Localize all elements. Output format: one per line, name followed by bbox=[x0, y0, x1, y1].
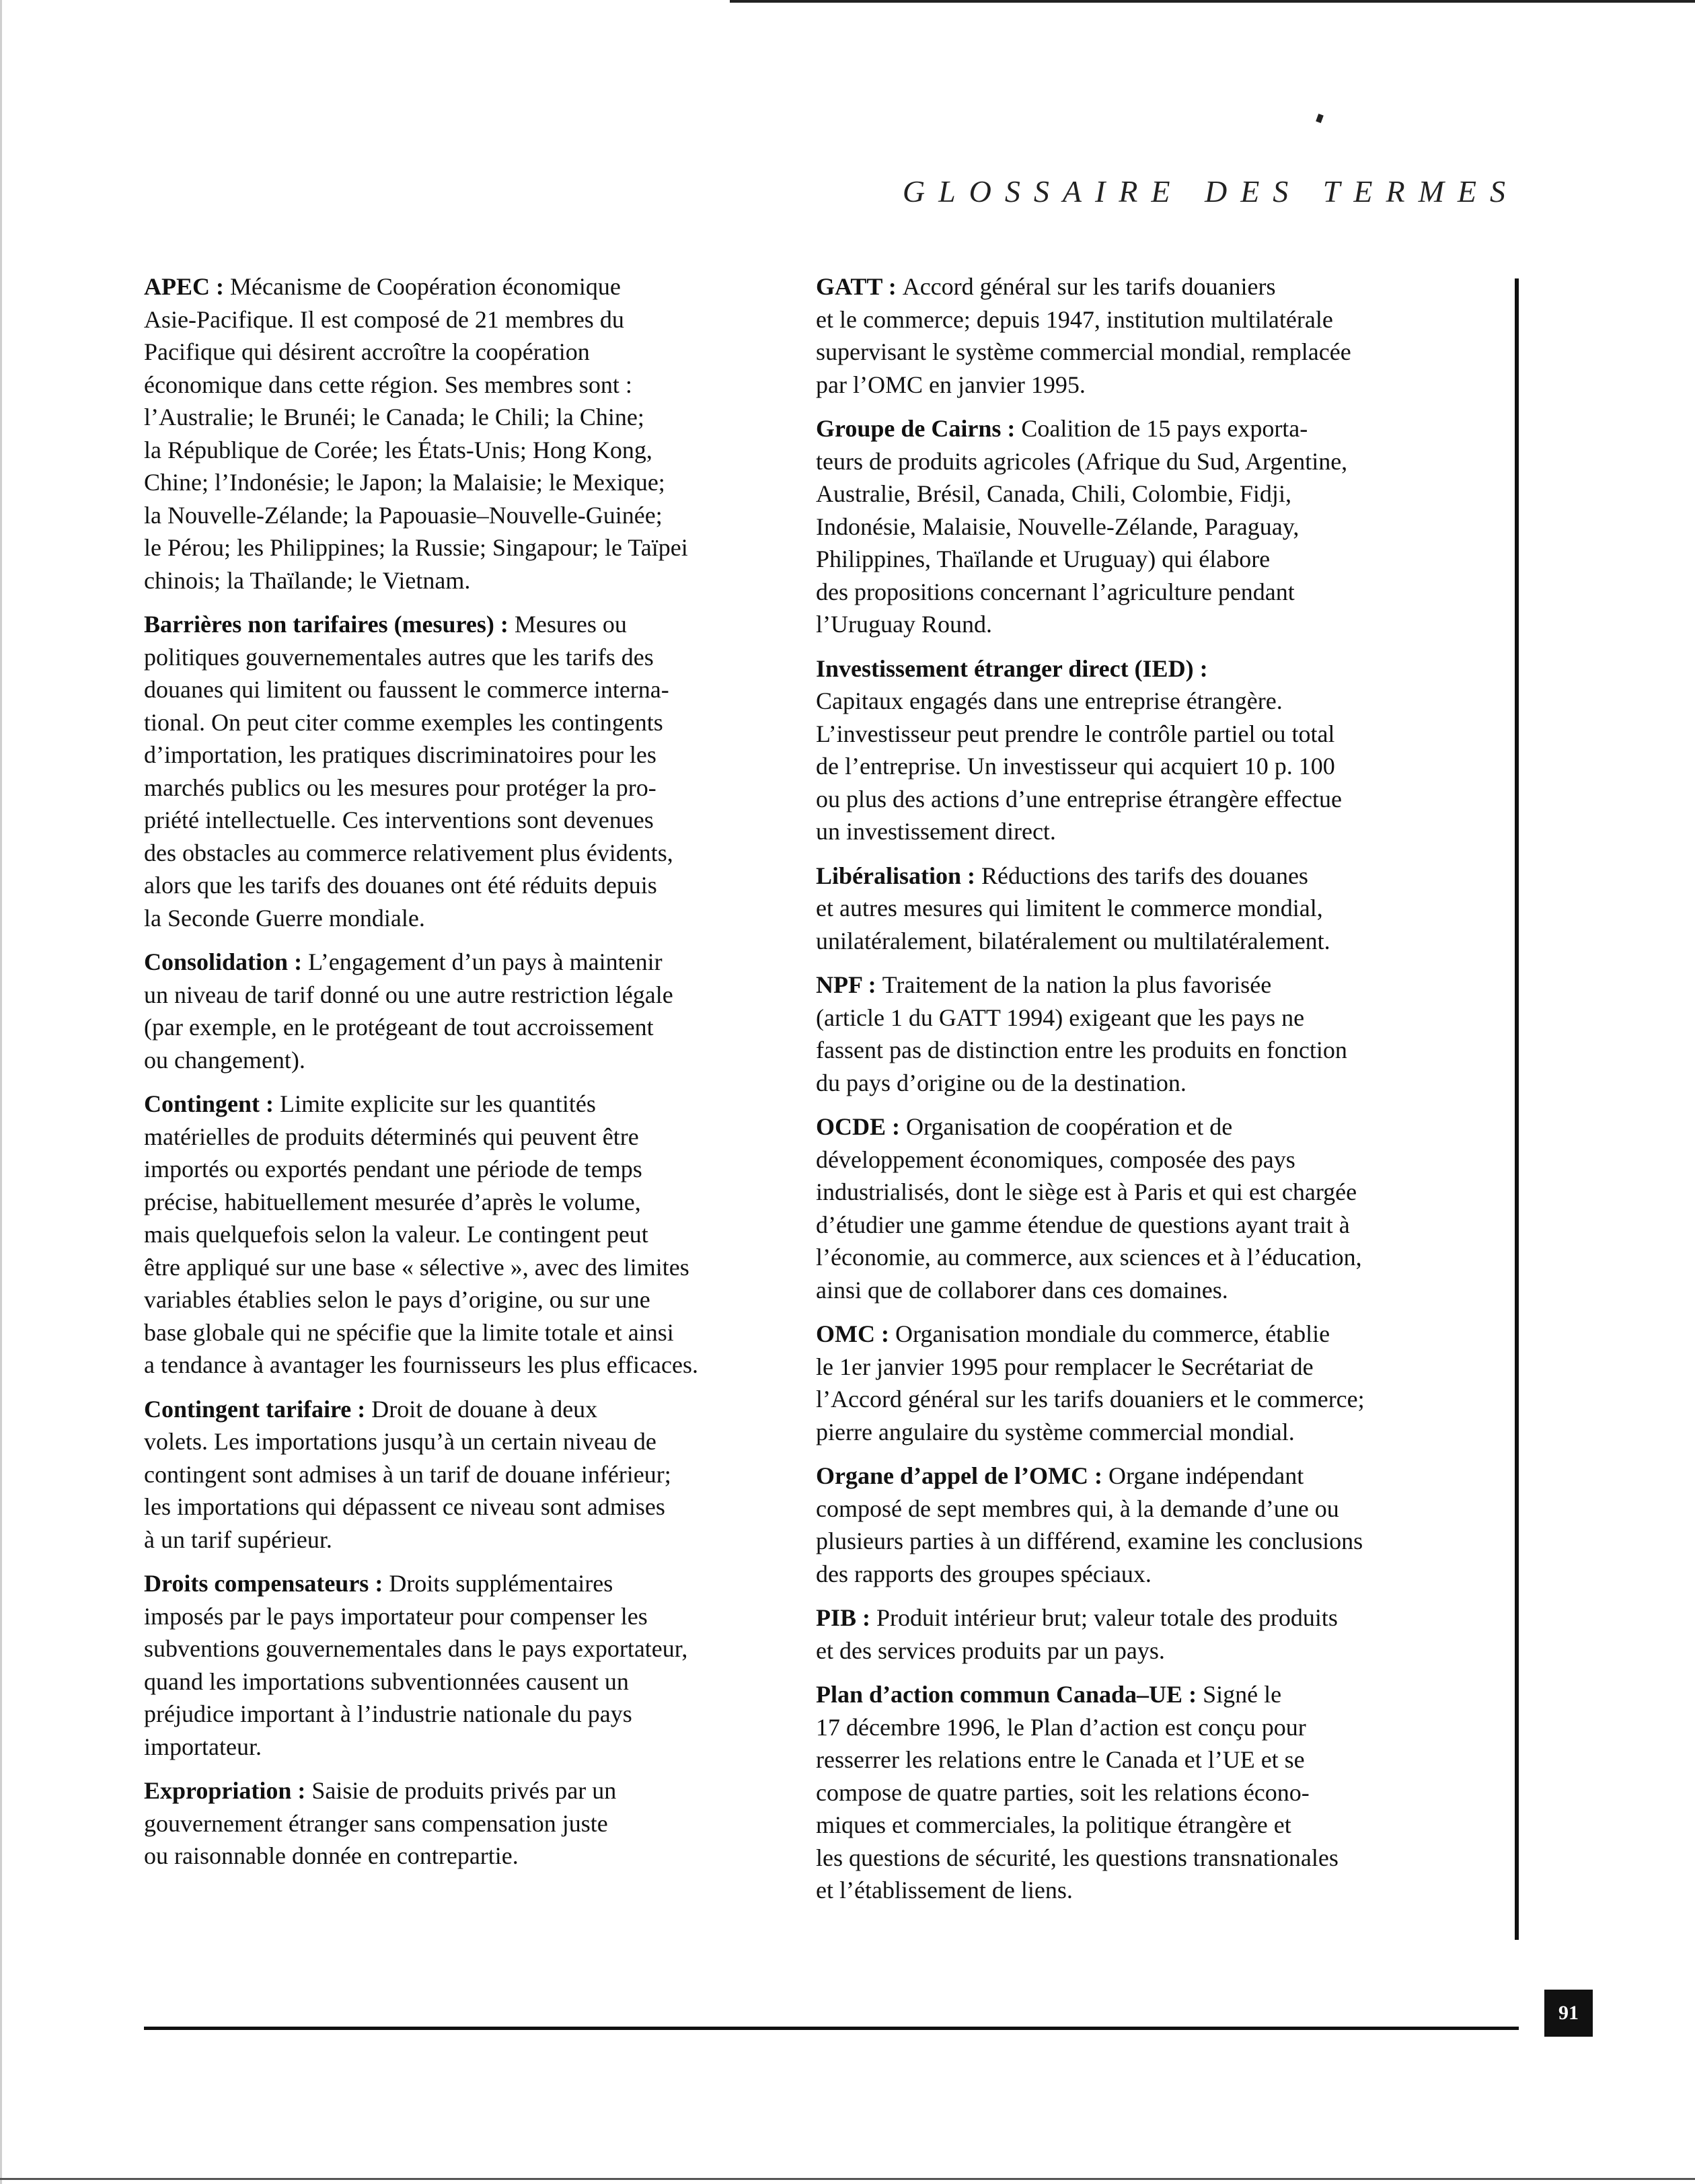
glossary-entry-npf: NPF : Traitement de la nation la plus favorisée (article 1 du GATT 1994) exigeant que les pays ne fassent pas de distinction entre les produits en fonction du pays d’origine ou de la destination. bbox=[816, 971, 1347, 1096]
glossary-entry-consolidation: Consolidation : L’engagement d’un pays à maintenir un niveau de tarif donné ou une autre restriction légale (par exemple, en le protégeant de tout accroissement ou changement). bbox=[144, 948, 673, 1074]
glossary-term: Libéralisation bbox=[816, 862, 962, 889]
glossary-term: Groupe de Cairns bbox=[816, 415, 1002, 442]
glossary-definition: Organisation de coopération et de développement économiques, composée des pays industrialisés, dont le siège est à Paris et qui est chargée d’étudier une gamme étendue de questions ayant trait à l’économie, au commerce, aux sciences et à l’éducation, ainsi que de collaborer dans ces domaines. bbox=[816, 1113, 1362, 1304]
glossary-definition: Mécanisme de Coopération économique Asie-Pacifique. Il est composé de 21 membres du Pacifique qui désirent accroître la coopération économique dans cette région. Ses membres sont : l’Australie; le Brunéi; le Canada; le Chili; la Chine; la République de Corée; les États-Unis; Hong Kong, Chine; l’Indonésie; le Japon; la Malaisie; le Mexique; la Nouvelle-Zélande; la Papouasie–Nouvelle-Guinée; le Pérou; les Philippines; la Russie; Singapour; le Taïpei chinois; la Thaïlande; le Vietnam. bbox=[144, 273, 688, 594]
bottom-rule bbox=[144, 2027, 1519, 2030]
glossary-left-column bbox=[144, 270, 749, 1884]
glossary-definition: Signé le 17 décembre 1996, le Plan d’action est conçu pour resserrer les relations entre le Canada et l’UE et se compose de quatre parties, soit les relations écono- miques et commerciales, la politique étrangère et les questions de sécurité, les questions transnationales et l’établissement de liens. bbox=[816, 1681, 1339, 1904]
glossary-entry-gatt: GATT : Accord général sur les tarifs douaniers et le commerce; depuis 1947, institution multilatérale supervisant le système commercial mondial, remplacée par l’OMC en janvier 1995. bbox=[816, 273, 1351, 398]
glossary-definition: Coalition de 15 pays exporta- teurs de produits agricoles (Afrique du Sud, Argentine, Australie, Brésil, Canada, Chili, Colombie, Fidji, Indonésie, Malaisie, Nouvelle-Zélande, Paraguay, Philippines, Thaïlande et Uruguay) qui élabore des propositions concernant l’agriculture pendant l’Uruguay Round. bbox=[816, 415, 1348, 638]
glossary-definition: Accord général sur les tarifs douaniers et le commerce; depuis 1947, institution multilatérale supervisant le système commercial mondial, remplacée par l’OMC en janvier 1995. bbox=[816, 273, 1351, 398]
glossary-entry-groupe-de-cairns: Groupe de Cairns : Coalition de 15 pays exporta- teurs de produits agricoles (Afrique du Sud, Argentine, Australie, Brésil, Canada, Chili, Colombie, Fidji, Indonésie, Malaisie, Nouvelle-Zélande, Paraguay, Philippines, Thaïlande et Uruguay) qui élabore des propositions concernant l’agriculture pendant l’Uruguay Round. bbox=[816, 415, 1348, 638]
glossary-term: Contingent bbox=[144, 1090, 260, 1117]
glossary-definition: Organe indépendant composé de sept membres qui, à la demande d’une ou plusieurs parties à un différend, examine les conclusions des rapports des groupes spéciaux. bbox=[816, 1462, 1363, 1587]
glossary-term: Barrières non tarifaires (mesures) bbox=[144, 611, 494, 638]
glossary-entry-apec: APEC : Mécanisme de Coopération économique Asie-Pacifique. Il est composé de 21 membres du Pacifique qui désirent accroître la coopération économique dans cette région. Ses membres sont : l’Australie; le Brunéi; le Canada; le Chili; la Chine; la République de Corée; les États-Unis; Hong Kong, Chine; l’Indonésie; le Japon; la Malaisie; le Mexique; la Nouvelle-Zélande; la Papouasie–Nouvelle-Guinée; le Pérou; les Philippines; la Russie; Singapour; le Taïpei chinois; la Thaïlande; le Vietnam. bbox=[144, 273, 688, 594]
glossary-entry-ied: Investissement étranger direct (IED) : Capitaux engagés dans une entreprise étrangère. L’investisseur peut prendre le contrôle partiel ou total de l’entreprise. Un investisseur qui acquiert 10 p. 100 ou plus des actions d’une entreprise étrangère effectue un investissement direct. bbox=[816, 654, 1342, 845]
glossary-term: Consolidation bbox=[144, 948, 289, 975]
glossary-term: Plan d’action commun Canada–UE bbox=[816, 1681, 1183, 1708]
glossary-definition: Saisie de produits privés par un gouvernement étranger sans compensation juste ou raisonnable donnée en contrepartie. bbox=[144, 1777, 617, 1869]
glossary-term: OCDE bbox=[816, 1113, 887, 1140]
glossary-entry-pib: PIB : Produit intérieur brut; valeur totale des produits et des services produits par un pays. bbox=[816, 1604, 1338, 1664]
glossary-term: GATT bbox=[816, 273, 882, 300]
glossary-entry-contingent-tarifaire: Contingent tarifaire : Droit de douane à deux volets. Les importations jusqu’à un certain niveau de contingent sont admises à un tarif de douane inférieur; les importations qui dépassent ce niveau sont admises à un tarif supérieur. bbox=[144, 1395, 671, 1553]
glossary-term: Organe d’appel de l’OMC bbox=[816, 1462, 1088, 1489]
glossary-entry-plan-action: Plan d’action commun Canada–UE : Signé le 17 décembre 1996, le Plan d’action est conçu pour resserrer les relations entre le Canada et l’UE et se compose de quatre parties, soit les relations écono- miques et commerciales, la politique étrangère et les questions de sécurité, les questions transnationales et l’établissement de liens. bbox=[816, 1681, 1339, 1904]
glossary-definition: L’engagement d’un pays à maintenir un niveau de tarif donné ou une autre restriction légale (par exemple, en le protégeant de tout accroissement ou changement). bbox=[144, 948, 673, 1074]
glossary-definition: Traitement de la nation la plus favorisée (article 1 du GATT 1994) exigeant que les pays ne fassent pas de distinction entre les produits en fonction du pays d’origine ou de la destination. bbox=[816, 971, 1347, 1096]
glossary-entry-organe-appel: Organe d’appel de l’OMC : Organe indépendant composé de sept membres qui, à la demande d’une ou plusieurs parties à un différend, examine les conclusions des rapports des groupes spéciaux. bbox=[816, 1462, 1363, 1587]
glossary-definition: Mesures ou politiques gouvernementales autres que les tarifs des douanes qui limitent ou faussent le commerce interna- tional. On peut citer comme exemples les contingents d’importation, les pratiques discriminatoires pour les marchés publics ou les mesures pour protéger la pro- priété intellectuelle. Ces interventions sont devenues des obstacles au commerce relativement plus évidents, alors que les tarifs des douanes ont été réduits depuis la Seconde Guerre mondiale. bbox=[144, 611, 673, 932]
glossary-term: Expropriation bbox=[144, 1777, 292, 1804]
glossary-term: NPF bbox=[816, 971, 862, 998]
glossary-term: Contingent tarifaire bbox=[144, 1395, 352, 1423]
glossary-definition: Capitaux engagés dans une entreprise étrangère. L’investisseur peut prendre le contrôle partiel ou total de l’entreprise. Un investisseur qui acquiert 10 p. 100 ou plus des actions d’une entreprise étrangère effectue un investissement direct. bbox=[816, 687, 1342, 845]
page-left-edge bbox=[0, 0, 2, 2184]
running-header: GLOSSAIRE DES TERMES bbox=[902, 174, 1519, 209]
glossary-entry-contingent: Contingent : Limite explicite sur les quantités matérielles de produits déterminés qui peuvent être importés ou exportés pendant une période de temps précise, habituellement mesurée d’après le volume, mais quelquefois selon la valeur. Le contingent peut être appliqué sur une base « sélective », avec des limites variables établies selon le pays d’origine, ou sur une base globale qui ne spécifie que la limite totale et ainsi a tendance à avantager les fournisseurs les plus efficaces. bbox=[144, 1090, 698, 1378]
top-rule bbox=[730, 0, 1695, 3]
glossary-entry-droits-compensateurs: Droits compensateurs : Droits supplémentaires imposés par le pays importateur pour compenser les subventions gouvernementales dans le pays exportateur, quand les importations subventionnées causent un préjudice important à l’industrie nationale du pays importateur. bbox=[144, 1570, 688, 1760]
glossary-entry-omc: OMC : Organisation mondiale du commerce, établie le 1er janvier 1995 pour remplacer le Secrétariat de l’Accord général sur les tarifs douaniers et le commerce; pierre angulaire du système commercial mondial. bbox=[816, 1320, 1365, 1445]
glossary-entry-liberalisation: Libéralisation : Réductions des tarifs des douanes et autres mesures qui limitent le commerce mondial, unilatéralement, bilatéralement ou multilatéralement. bbox=[816, 862, 1330, 954]
page-number: 91 bbox=[1544, 1990, 1593, 2037]
glossary-entry-barrieres: Barrières non tarifaires (mesures) : Mesures ou politiques gouvernementales autres que les tarifs des douanes qui limitent ou faussent le commerce interna- tional. On peut citer comme exemples les contingents d’importation, les pratiques discriminatoires pour les marchés publics ou les mesures pour protéger la pro- priété intellectuelle. Ces interventions sont devenues des obstacles au commerce relativement plus évidents, alors que les tarifs des douanes ont été réduits depuis la Seconde Guerre mondiale. bbox=[144, 611, 673, 932]
glossary-right-column bbox=[816, 270, 1421, 1918]
glossary-definition: Organisation mondiale du commerce, établie le 1er janvier 1995 pour remplacer le Secrétariat de l’Accord général sur les tarifs douaniers et le commerce; pierre angulaire du système commercial mondial. bbox=[816, 1320, 1365, 1445]
glossary-entry-ocde: OCDE : Organisation de coopération et de développement économiques, composée des pays industrialisés, dont le siège est à Paris et qui est chargée d’étudier une gamme étendue de questions ayant trait à l’économie, au commerce, aux sciences et à l’éducation, ainsi que de collaborer dans ces domaines. bbox=[816, 1113, 1362, 1304]
glossary-term: Droits compensateurs bbox=[144, 1570, 369, 1597]
glossary-definition: Droit de douane à deux volets. Les importations jusqu’à un certain niveau de contingent sont admises à un tarif de douane inférieur; les importations qui dépassent ce niveau sont admises à un tarif supérieur. bbox=[144, 1395, 671, 1553]
glossary-entry-expropriation: Expropriation : Saisie de produits privés par un gouvernement étranger sans compensation juste ou raisonnable donnée en contrepartie. bbox=[144, 1777, 617, 1869]
glossary-definition: Droits supplémentaires imposés par le pays importateur pour compenser les subventions gouvernementales dans le pays exportateur, quand les importations subventionnées causent un préjudice important à l’industrie nationale du pays importateur. bbox=[144, 1570, 688, 1760]
glossary-term: Investissement étranger direct (IED) bbox=[816, 654, 1194, 682]
glossary-term: OMC bbox=[816, 1320, 875, 1347]
glossary-term: APEC bbox=[144, 273, 210, 300]
glossary-definition: Limite explicite sur les quantités matérielles de produits déterminés qui peuvent être importés ou exportés pendant une période de temps précise, habituellement mesurée d’après le volume, mais quelquefois selon la valeur. Le contingent peut être appliqué sur une base « sélective », avec des limites variables établies selon le pays d’origine, ou sur une base globale qui ne spécifie que la limite totale et ainsi a tendance à avantager les fournisseurs les plus efficaces. bbox=[144, 1090, 698, 1378]
right-column-rule bbox=[1515, 278, 1519, 1940]
page-bottom-edge bbox=[0, 2178, 1695, 2180]
ink-mark bbox=[1316, 114, 1324, 123]
glossary-definition: Réductions des tarifs des douanes et autres mesures qui limitent le commerce mondial, unilatéralement, bilatéralement ou multilatéralement. bbox=[816, 862, 1330, 954]
glossary-definition: Produit intérieur brut; valeur totale des produits et des services produits par un pays. bbox=[816, 1604, 1338, 1664]
glossary-term: PIB bbox=[816, 1604, 857, 1631]
